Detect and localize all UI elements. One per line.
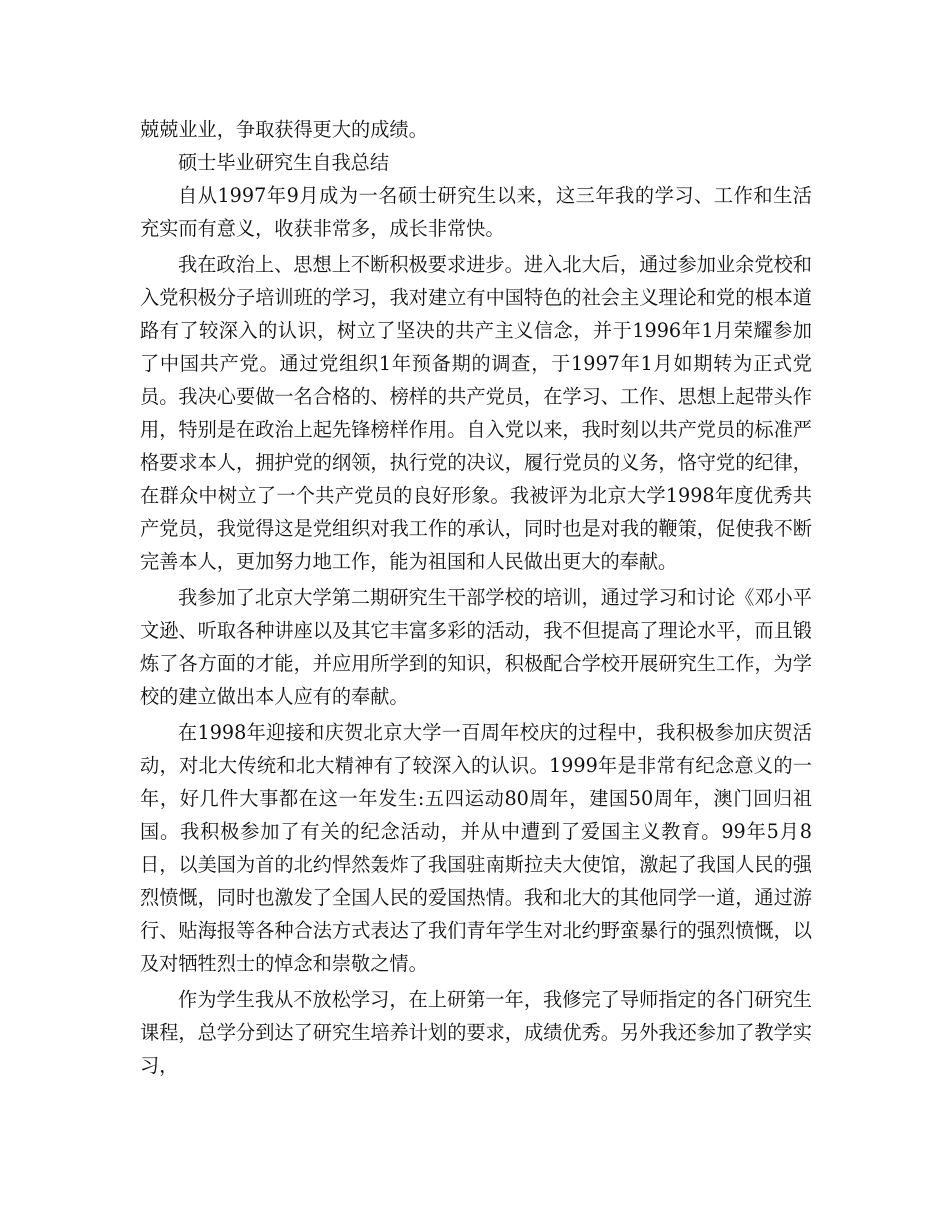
- paragraph-cadre-school: 我参加了北京大学第二期研究生干部学校的培训，通过学习和讨论《邓小平文逊、听取各种讲座以及其它丰富多彩的活动，我不但提高了理论水平，而且锻炼了各方面的才能，并应用所学到的知识，积极配合学校开展研究生工作，为学校的建立做出本人应有的奉献。: [140, 586, 812, 708]
- paragraph-study: 作为学生我从不放松学习，在上研第一年，我修完了导师指定的各门研究生课程，总学分到达了研究生培养计划的要求，成绩优秀。另外我还参加了教学实习，: [140, 988, 812, 1077]
- paragraph-continuation: 兢兢业业，争取获得更大的成绩。: [140, 118, 428, 141]
- paragraph-intro: 自从1997年9月成为一名硕士研究生以来，这三年我的学习、工作和生活充实而有意义，收获非常多，成长非常快。: [140, 184, 812, 240]
- document-body: [140, 113, 812, 1085]
- paragraph-politics: 我在政治上、思想上不断积极要求进步。进入北大后，通过参加业余党校和入党积极分子培训班的学习，我对建立有中国特色的社会主义理论和党的根本道路有了较深入的认识，树立了坚决的共产主义信念，并于1996年1月荣耀参加了中国共产党。通过党组织1年预备期的调查，于1997年1月如期转为正式党员。我决心要做一名合格的、榜样的共产党员，在学习、工作、思想上起带头作用，特别是在政治上起先锋榜样作用。自入党以来，我时刻以共产党员的标准严格要求本人，拥护党的纲领，执行党的决议，履行党员的义务，恪守党的纪律，在群众中树立了一个共产党员的良好形象。我被评为北京大学1998年度优秀共产党员，我觉得这是党组织对我工作的承认，同时也是对我的鞭策，促使我不断完善本人，更加努力地工作，能为祖国和人民做出更大的奉献。: [140, 253, 812, 573]
- paragraph-anniversary: 在1998年迎接和庆贺北京大学一百周年校庆的过程中，我积极参加庆贺活动，对北大传统和北大精神有了较深入的认识。1999年是非常有纪念意义的一年，好几件大事都在这一年发生:五四运动80周年，建国50周年，澳门回归祖国。我积极参加了有关的纪念活动，并从中遭到了爱国主义教育。99年5月8日，以美国为首的北约悍然轰炸了我国驻南斯拉夫大使馆，激起了我国人民的强烈愤慨，同时也激发了全国人民的爱国热情。我和北大的其他同学一道，通过游行、贴海报等各种合法方式表达了我们青年学生对北约野蛮暴行的强烈愤慨，以及对牺牲烈士的悼念和崇敬之情。: [140, 721, 812, 975]
- section-heading: 硕士毕业研究生自我总结: [178, 151, 390, 174]
